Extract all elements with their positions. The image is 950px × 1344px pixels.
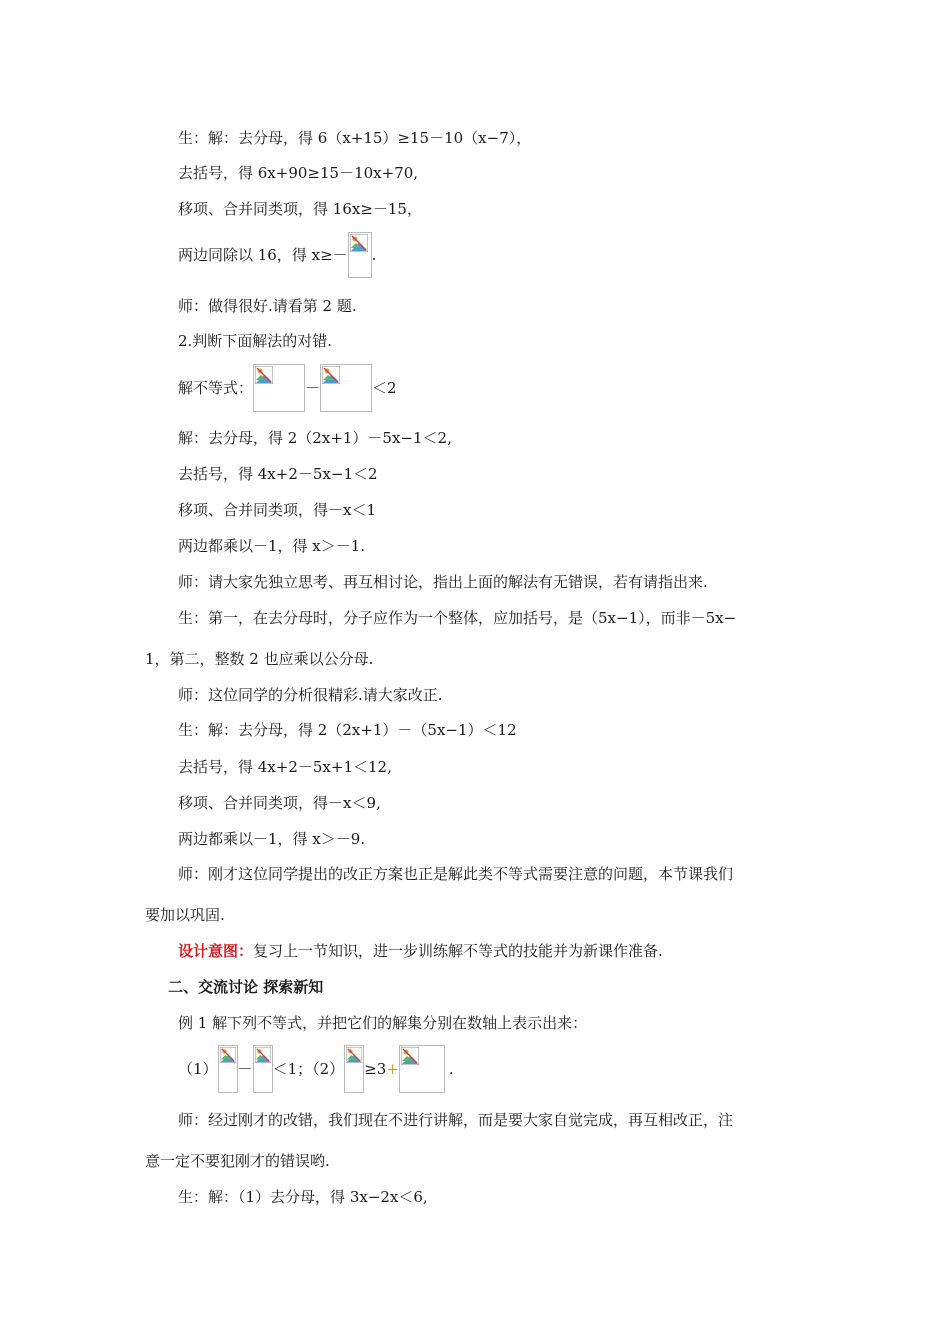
text-segment: + — [386, 1060, 399, 1078]
text-line — [178, 1045, 454, 1093]
text-line: 移项、合并同类项，得－x＜9, — [178, 794, 381, 812]
text-line: 要加以巩固. — [145, 906, 225, 924]
text-line: 师：请大家先独立思考、再互相讨论，指出上面的解法有无错误，若有请指出来. — [178, 573, 708, 591]
text-segment: ≥3 — [364, 1060, 387, 1078]
text-line: 移项、合并同类项，得－x＜1 — [178, 501, 377, 519]
broken-image-icon — [253, 364, 305, 412]
text-line: 意一定不要犯刚才的错误哟. — [145, 1152, 330, 1170]
text-line: 生：第一，在去分母时，分子应作为一个整体，应加括号，是（5x−1），而非－5x− — [178, 609, 737, 627]
text-line: 两边都乘以－1，得 x＞－1. — [178, 537, 366, 555]
text-line: 生：解：去分母，得 2（2x+1）－（5x−1）＜12 — [178, 721, 517, 739]
text-segment: . — [371, 246, 377, 264]
text-line: 1，第二，整数 2 也应乘以公分母. — [145, 650, 374, 668]
text-segment: . — [448, 1060, 454, 1078]
broken-image-icon — [253, 1045, 273, 1093]
text-segment: 解不等式： — [178, 379, 254, 397]
design-intent-line — [178, 940, 663, 962]
text-segment: － — [237, 1060, 253, 1078]
text-line: 师：经过刚才的改错，我们现在不进行讲解，而是要大家自觉完成，再互相改正，注 — [178, 1111, 734, 1129]
text-line: 生：解：去分母，得 6（x+15）≥15－10（x−7）， — [178, 129, 532, 147]
text-line: 去括号，得 4x+2－5x+1＜12, — [178, 758, 392, 776]
text-line: 例 1 解下列不等式，并把它们的解集分别在数轴上表示出来： — [178, 1014, 588, 1032]
text-line: 两边都乘以－1，得 x＞－9. — [178, 830, 366, 848]
text-line: 移项、合并同类项，得 16x≥－15， — [178, 200, 422, 218]
broken-image-icon — [348, 232, 372, 278]
broken-image-icon — [344, 1045, 364, 1093]
text-segment: ＜2 — [372, 379, 397, 397]
text-line: 师：做得很好.请看第 2 题. — [178, 297, 357, 315]
text-segment: 复习上一节知识，进一步训练解不等式的技能并为新课作准备. — [253, 942, 663, 960]
text-line: 解：去分母，得 2（2x+1）－5x−1＜2, — [178, 429, 452, 447]
text-segment: － — [305, 379, 321, 397]
text-line: 2.判断下面解法的对错. — [178, 332, 333, 350]
broken-image-icon — [320, 364, 372, 412]
text-line: 去括号，得 4x+2－5x−1＜2 — [178, 465, 378, 483]
text-line — [178, 232, 376, 278]
broken-image-icon — [218, 1045, 238, 1093]
design-intent-label: 设计意图： — [178, 942, 254, 960]
text-line: 去括号，得 6x+90≥15－10x+70, — [178, 164, 419, 182]
section-heading: 二、交流讨论 探索新知 — [168, 978, 324, 996]
text-segment: （1） — [178, 1060, 218, 1078]
text-line: 师：这位同学的分析很精彩.请大家改正. — [178, 686, 443, 704]
text-segment: ＜1；（2） — [272, 1060, 345, 1078]
broken-image-icon — [399, 1045, 445, 1093]
text-line: 生：解：（1）去分母，得 3x−2x＜6, — [178, 1188, 428, 1206]
text-line: 师：刚才这位同学提出的改正方案也正是解此类不等式需要注意的问题，本节课我们 — [178, 865, 734, 883]
text-line — [178, 364, 397, 412]
text-segment: 两边同除以 16，得 x≥－ — [178, 246, 348, 264]
